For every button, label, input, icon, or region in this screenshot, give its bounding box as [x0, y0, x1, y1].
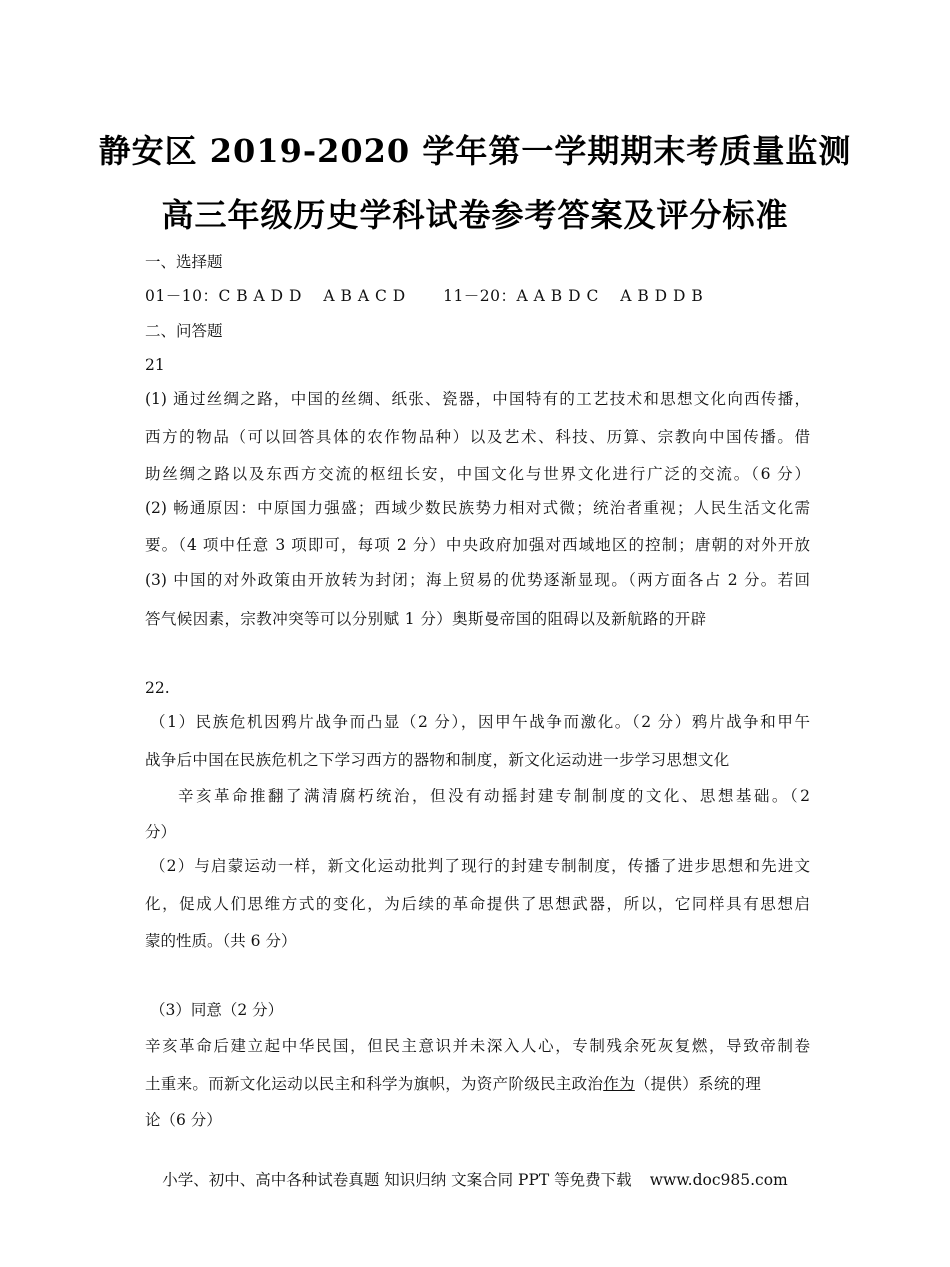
- q21-line: 西方的物品（可以回答具体的农作物品种）以及艺术、科技、历算、宗教向中国传播。借: [145, 428, 810, 446]
- footer: [0, 1168, 950, 1190]
- q22-line: 分）: [145, 823, 177, 841]
- footer-text: 小学、初中、高中各种试卷真题 知识归纳 文案合同 PPT 等免费下载: [162, 1171, 632, 1189]
- q21-line: (1) 通过丝绸之路，中国的丝绸、纸张、瓷器，中国特有的工艺技术和思想文化向西传播，: [145, 390, 810, 408]
- q21-line: 要。（4 项中任意 3 项即可，每项 2 分）中央政府加强对西域地区的控制；唐朝的对外开放: [145, 536, 810, 554]
- q21-line: (3) 中国的对外政策由开放转为封闭；海上贸易的优势逐渐显现。（两方面各占 2 分。若回: [145, 571, 810, 589]
- question-22-number: 22.: [145, 679, 170, 697]
- q22-last-line: 论（6 分）: [145, 1111, 222, 1129]
- q22-line-tail: （提供）系统的理: [634, 1075, 762, 1093]
- q22-line: 辛亥革命后建立起中华民国，但民主意识并未深入人心，专制残余死灰复燃，导致帝制卷: [145, 1037, 810, 1055]
- q22-line: （2）与启蒙运动一样，新文化运动批判了现行的封建专制制度，传播了进步思想和先进文: [150, 857, 810, 875]
- q22-line: 化，促成人们思维方式的变化，为后续的革命提供了思想武器，所以，它同样具有思想启: [145, 895, 810, 913]
- q21-line: (2) 畅通原因：中原国力强盛；西域少数民族势力相对式微；统治者重视；人民生活文化需: [145, 499, 810, 517]
- q22-line: 战争后中国在民族危机之下学习西方的器物和制度，新文化运动进一步学习思想文化: [145, 751, 730, 769]
- underlined-term: 作为: [603, 1075, 635, 1093]
- q22-line: （3）同意（2 分）: [150, 1001, 284, 1019]
- section-heading-choice: 一、选择题: [145, 253, 223, 271]
- document-title-line2: 高三年级历史学科试卷参考答案及评分标准: [161, 196, 789, 234]
- question-21-number: 21: [145, 356, 165, 374]
- footer-site-link[interactable]: www.doc985.com: [649, 1171, 788, 1189]
- q22-line: 辛亥革命推翻了满清腐朽统治，但没有动摇封建专制制度的文化、思想基础。（2: [178, 787, 810, 805]
- choice-answers: 01－10：C B A D D A B A C D 11－20：A A B D C A B D D B: [145, 287, 704, 305]
- q22-line-with-underline: [145, 1074, 810, 1094]
- q21-line: 答气候因素，宗教冲突等可以分别赋 1 分）奥斯曼帝国的阻碍以及新航路的开辟: [145, 610, 707, 628]
- q22-line: （1）民族危机因鸦片战争而凸显（2 分），因甲午战争而激化。（2 分）鸦片战争和甲午: [150, 713, 810, 731]
- q21-line: 助丝绸之路以及东西方交流的枢纽长安，中国文化与世界文化进行广泛的交流。（6 分）: [145, 465, 810, 483]
- document-title-line1: 静安区 2019-2020 学年第一学期期末考质量监测: [98, 132, 852, 170]
- section-heading-qa: 二、问答题: [145, 322, 223, 340]
- q22-line: 蒙的性质。（共 6 分）: [145, 932, 297, 950]
- q22-line-text: 土重来。而新文化运动以民主和科学为旗帜，为资产阶级民主政治: [145, 1075, 604, 1093]
